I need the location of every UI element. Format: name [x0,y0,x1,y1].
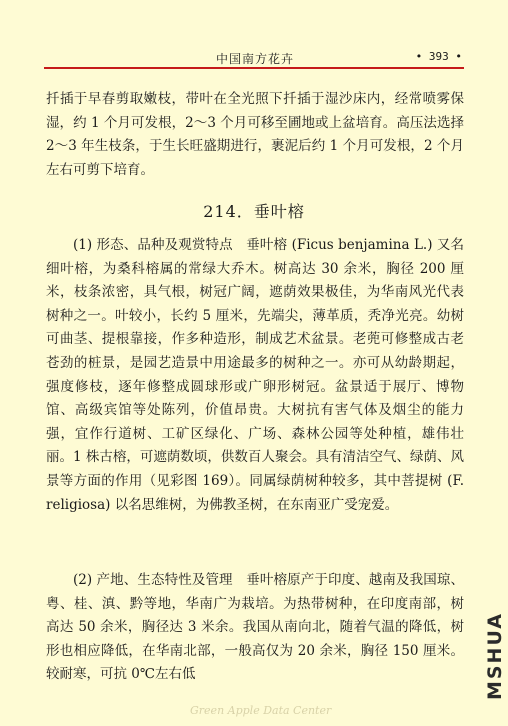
header-rule [44,67,464,69]
section-paragraph-2: (2) 产地、生态特性及管理 垂叶榕原产于印度、越南及我国琼、粤、桂、滇、黔等地，华南广为栽培。为热带树种，在印度南部，树高达 50 余米，胸径达 3 米余。我国从南向北，随着气温的降低，树形也相应降低，在华南北部，一般高仅为 20 余米，胸径 150 厘米。较耐寒，可抗 0℃左右低 [46,572,464,683]
side-watermark: MSHUA [484,612,506,701]
intro-paragraph: 扦插于早春剪取嫩枝，带叶在全光照下扦插于湿沙床内，经常喷雾保湿，约 1 个月可发根，2～3 个月可移至圃地或上盆培育。高压法选择 2～3 年生枝条，于生长旺盛期进行，裹泥后约 1 个月可发根，2 个月左右可剪下培育。 [46,91,464,178]
running-header-title: 中国南方花卉 [216,52,295,66]
section-paragraph-1: (1) 形态、品种及观赏特点 垂叶榕 (Ficus benjamina L.) 又名细叶榕，为桑科榕属的常绿大乔木。树高达 30 余米，胸径 200 厘米，枝条浓密，具气根，树冠广阔，遮荫效果极佳，为华南风光代表树种之一。叶较小，长约 5 厘米，先端尖，薄革质，秃净光亮。幼树可曲茎、提根靠接，作多种造形，制成艺术盆景。老蔸可修整成古老苍劲的桩景，是园艺造景中用途最多的树种之一。亦可从幼龄期起，强度修枝，逐年修整成圆球形或广卵形树冠。盆景适于展厅、博物馆、高级宾馆等处陈列，价值昂贵。大树抗有害气体及烟尘的能力强，宜作行道树、工矿区绿化、广场、森林公园等处种植，雄伟壮丽。1 株古榕，可遮荫数顷，供数百人聚会。具有清洁空气、绿荫、风景等方面的作用（见彩图 169）。同属绿荫树种较多，其中菩提树 (F. religiosa) 以名思维树，为佛教圣树，在东南亚广受宠爱。 [46,237,464,513]
footer-watermark: Green Apple Data Center [190,704,332,717]
running-header [44,50,464,66]
page-number: • 393 • [415,50,462,63]
section-title: 214．垂叶榕 [203,202,305,221]
